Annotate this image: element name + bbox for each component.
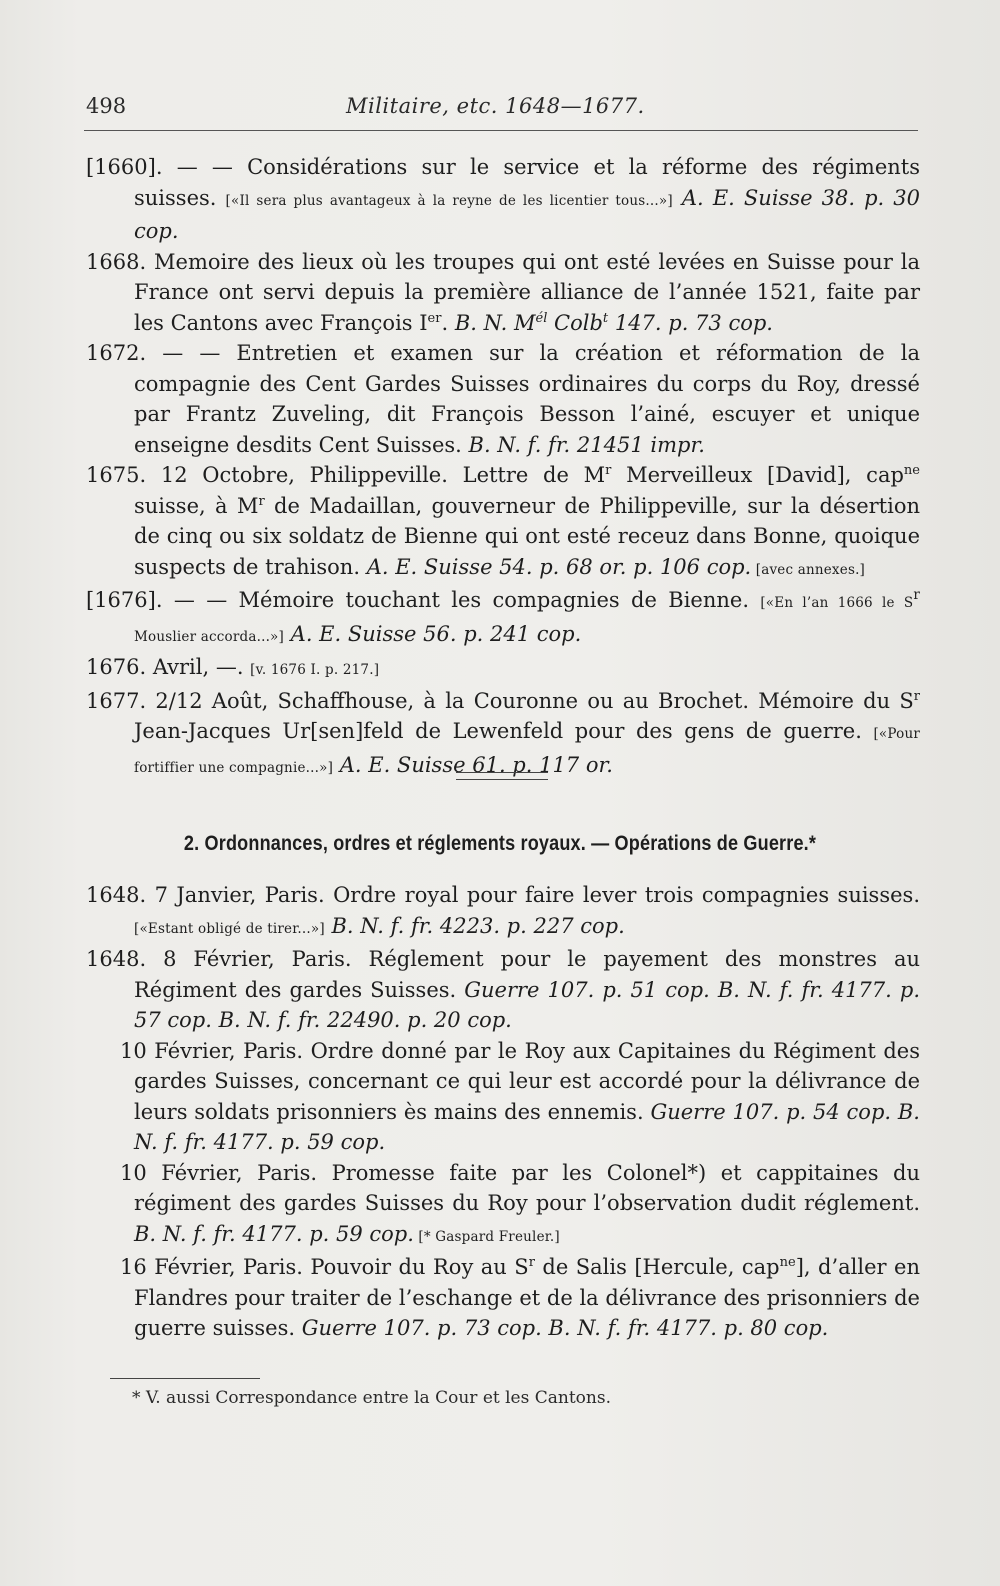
entry-text: — — Mémoire touchant les compagnies de Bienne. — [173, 588, 761, 612]
entry-note: [v. 1676 I. p. 217.] — [250, 662, 380, 678]
entry-text: Avril, —. — [152, 655, 251, 679]
entry-reference: A. E. Suisse 38. p. 30 cop. — [134, 185, 920, 243]
entry-text: de Salis [Hercule, cap — [534, 1255, 780, 1279]
entries-bottom — [86, 880, 920, 1344]
superscript: er — [427, 310, 442, 326]
entry-reference: Guerre 107. p. 73 cop. B. N. f. fr. 4177. p. 80 cop. — [301, 1316, 829, 1340]
entry-text: 7 Janvier, Paris. Ordre royal pour faire lever trois compagnies suisses. — [154, 883, 920, 907]
entry-text: ], d’aller en Flandres pour traiter de l’eschange et de la délivrance des prisonniers de guerre suisses. — [134, 1255, 920, 1340]
entry-reference: B. N. f. fr. 4223. p. 227 cop. — [324, 913, 625, 938]
entry-date: 16 — [120, 1255, 147, 1279]
entry-reference: 147. p. 73 cop. — [608, 310, 773, 335]
entry-reference: A. E. Suisse 56. p. 241 cop. — [283, 621, 582, 646]
entry-note: [* Gaspard Freuler.] — [413, 1228, 560, 1245]
entry-note: [«En l’an 1666 le S — [760, 595, 914, 611]
entry-date: 10 — [120, 1160, 147, 1185]
entry-date: 1668. — [86, 249, 147, 274]
entry-text: — — Considérations sur le service et la réforme des régiments suisses. — [134, 155, 920, 210]
entry-text: de Madaillan, gouverneur de Philippeville, sur la désertion de cinq ou six soldatz de Bienne qui ont esté receuz dans Bonne, quoique suspects de trahison. — [134, 493, 920, 579]
entry-note: Mouslier accorda...»] — [134, 628, 284, 645]
entry-reference: B. N. f. fr. 21451 impr. — [468, 432, 705, 457]
entry-fevrier-10-a — [86, 1036, 920, 1158]
entry-text: — — Entretien et examen sur la création et réformation de la compagnie des Cent Gardes Suisses ordinaires du corps du Roy, dressé par Frantz Zuveling, dit François Besson l’ainé, escuyer et unique enseigne desdits Cent Suisses. — [134, 341, 920, 457]
entry-date: [1676]. — [86, 588, 163, 612]
entries-top — [86, 152, 920, 783]
entry-1676-bienne — [86, 585, 920, 652]
page-number: 498 — [86, 94, 127, 118]
entry-text: 8 Février, Paris. Réglement pour le payement des monstres au Régiment des gardes Suisses. — [134, 947, 920, 1002]
entry-reference: A. E. Suisse 54. p. 68 or. p. 106 cop. — [366, 554, 752, 579]
entry-date: 1672. — [86, 341, 147, 365]
entry-date: 1648. — [86, 883, 147, 907]
section-heading: 2. Ordonnances, ordres et réglements royaux. — Opérations de Guerre.* — [183, 832, 817, 855]
entry-date: 10 — [120, 1038, 147, 1063]
entry-date: 1648. — [86, 947, 147, 971]
entry-text: Jean-Jacques Ur[sen]feld de Lewenfeld pour des gens de guerre. — [134, 719, 874, 743]
entry-1675 — [86, 460, 920, 585]
section-divider — [456, 772, 548, 780]
entry-note: [«Il sera plus avantageux à la reyne de les licentier tous...»] — [225, 192, 673, 209]
entry-date: 1677. — [86, 688, 147, 713]
entry-text: suisse, à M — [134, 493, 259, 518]
superscript: r — [913, 688, 920, 704]
entry-reference: A. E. Suisse 61. p. 117 or. — [333, 752, 613, 777]
entry-fevrier-10-b — [86, 1158, 920, 1253]
entry-1668 — [86, 247, 920, 339]
entry-text: Memoire des lieux où les troupes qui ont esté levées en Suisse pour la France ont servi depuis la première alliance de l’année 1521, faite par les Cantons avec François I — [134, 249, 921, 335]
superscript: r — [913, 587, 920, 603]
entry-note: [avec annexes.] — [751, 561, 866, 578]
entry-reference: B. N. f. fr. 4177. p. 59 cop. — [134, 1221, 414, 1246]
running-title: Militaire, etc. 1648—1677. — [346, 94, 645, 118]
entry-text: Février, Paris. Ordre donné par le Roy aux Capitaines du Régiment des gardes Suisses, concernant ce qui leur est accordé pour la délivrance de leurs soldats prisonniers ès mains des ennemis. — [134, 1038, 920, 1124]
entry-text: Merveilleux [David], cap — [611, 463, 904, 487]
entry-reference: Guerre 107. p. 51 cop. B. N. f. fr. 4177. p. 57 cop. B. N. f. fr. 22490. p. 20 cop. — [134, 977, 920, 1032]
header-rule — [84, 130, 918, 131]
superscript: r — [528, 1255, 535, 1270]
superscript: ne — [903, 463, 920, 478]
entry-reference: Guerre 107. p. 54 cop. B. N. f. fr. 4177. p. 59 cop. — [134, 1099, 920, 1154]
entry-text: 12 Octobre, Philippeville. Lettre de M — [160, 463, 606, 487]
entry-1676-avril — [86, 652, 920, 686]
footnote: * V. aussi Correspondance entre la Cour et les Cantons. — [132, 1388, 611, 1408]
entry-text: Février, Paris. Pouvoir du Roy au S — [146, 1255, 529, 1279]
entry-reference: Colb — [547, 310, 603, 335]
entry-text: . — [441, 310, 455, 335]
entry-1648-fevrier-8 — [86, 944, 920, 1036]
entry-note: [«Estant obligé de tirer...»] — [134, 920, 325, 937]
superscript: r — [258, 493, 265, 509]
superscript: t — [602, 310, 609, 326]
superscript: ne — [779, 1255, 796, 1270]
entry-text: Février, Paris. Promesse faite par les Colonel*) et cappitaines du régiment des gardes Suisses du Roy pour l’observation dudit réglement. — [134, 1160, 920, 1215]
entry-1677 — [86, 686, 920, 784]
entry-1672 — [86, 338, 920, 460]
entry-text: 2/12 Août, Schaffhouse, à la Couronne ou au Brochet. Mémoire du S — [155, 688, 914, 713]
running-header — [86, 94, 916, 128]
superscript: él — [535, 310, 548, 326]
entry-fevrier-16 — [86, 1252, 920, 1344]
entry-date: [1660]. — [86, 155, 163, 179]
entry-1660 — [86, 152, 920, 247]
footnote-rule — [110, 1378, 260, 1379]
entry-date: 1676. — [86, 655, 147, 679]
entry-note: [«Pour fortiffier une compagnie...»] — [134, 726, 920, 776]
superscript: r — [605, 463, 612, 478]
entry-1648-janvier — [86, 880, 920, 944]
entry-reference: B. N. M — [454, 310, 536, 335]
entry-date: 1675. — [86, 463, 147, 487]
